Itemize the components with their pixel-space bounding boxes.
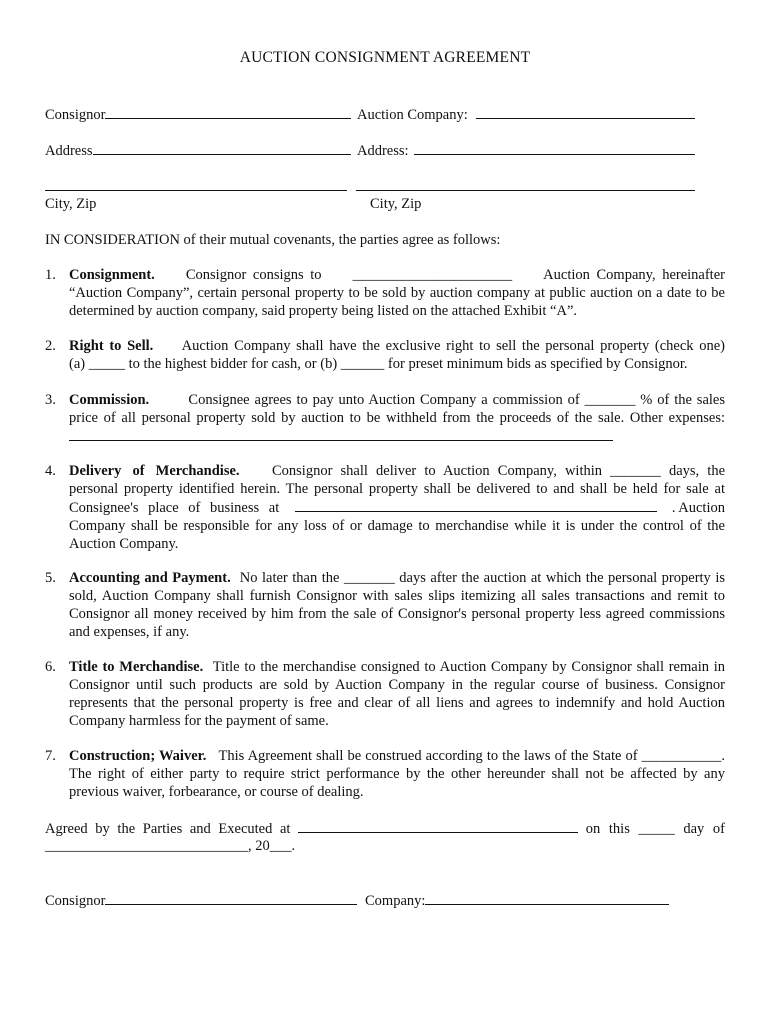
section-4-line-3b: . Auction [671,500,725,516]
auction-company-field[interactable] [357,105,695,124]
section-6-body: Title to the merchandise consigned to Auction Company by Consignor shall remain in Consignor until such products are sold by Auction Company in the regular course of business. Consignor represents that the personal property is free and clear of all liens and agrees to indemnify and hold Auction Company harmless for the payment of same. [69,659,726,729]
section-2-line-2: (a) _____ to the highest bidder for cash, or (b) ______ for preset minimum bids as specified by Consignor. [69,356,688,372]
company-address-line[interactable] [414,141,695,155]
section-4 [69,462,725,553]
document-title: AUCTION CONSIGNMENT AGREEMENT [239,49,531,66]
company-signature-line[interactable] [425,891,669,905]
section-5-number: 5. [45,570,56,586]
signature-company-label: Company: [365,893,426,909]
company-city-zip-line[interactable] [356,177,695,191]
section-4-heading: Delivery of Merchandise. [69,463,240,479]
address-label-right: Address: [357,143,409,159]
section-1 [69,266,725,320]
intro-text: IN CONSIDERATION of their mutual covenants, the parties agree as follows: [45,232,501,248]
section-1-heading: Consignment. [69,267,155,283]
city-zip-label-left: City, Zip [45,196,97,212]
other-expenses-line[interactable] [69,427,613,441]
section-5-body: No later than the _______ days after the auction at which the personal property is sold, Auction Company shall furnish Consignor with sales slips itemizing all sales transactions and remit to Consignor all money received by him from the sale of Consignor's personal property less agreed commissions and expenses, if any. [69,570,725,640]
section-2-heading: Right to Sell. [69,338,154,354]
section-4-line-4: Company shall be responsible for any loss of or damage to merchandise while it is under the control of the [69,518,725,534]
consignor-line[interactable] [105,105,351,119]
consignor-signature-line[interactable] [105,891,357,905]
section-1-blank[interactable]: ______________________ [352,267,513,283]
company-address-field[interactable] [357,141,695,160]
section-7-heading: Construction; Waiver. [69,748,207,764]
consignor-signature-field[interactable] [45,891,357,910]
section-4-number: 4. [45,463,56,479]
consignor-address-field[interactable] [45,141,351,160]
section-3-line-1: Consignee agrees to pay unto Auction Company a commission of _______ % of the sales [188,392,725,408]
section-4-line-5: Auction Company. [69,536,179,552]
city-zip-label-right: City, Zip [370,196,422,212]
section-5-heading: Accounting and Payment. [69,570,231,586]
section-7-number: 7. [45,748,56,764]
section-3-heading: Commission. [69,392,150,408]
section-6 [69,658,725,730]
section-7 [69,747,725,801]
consignor-address-line[interactable] [93,141,351,155]
section-4-line-2: personal property identified herein. The personal property shall be delivered to and shall be held for sale at [69,481,725,497]
section-4-line-3a: Consignee's place of business at [69,500,280,516]
section-2 [69,337,725,373]
agreed-date-line[interactable]: ____________________________, 20___. [45,838,296,854]
consignor-label: Consignor [45,107,106,123]
section-4-line-1: Consignor shall deliver to Auction Company, within _______ days, the [271,463,726,479]
agreed-on-this: on this _____ day of [585,821,725,837]
section-2-line-1: Auction Company shall have the exclusive right to sell the personal property (check one) [181,338,725,354]
consignor-city-zip-line[interactable] [45,177,347,191]
section-6-number: 6. [45,659,56,675]
section-6-heading: Title to Merchandise. [69,659,204,675]
consignor-field[interactable] [45,105,351,124]
company-signature-field[interactable] [365,891,669,910]
signature-consignor-label: Consignor [45,893,106,909]
section-3-line-2: price of all personal property sold by auction to be withheld from the proceeds of the sale. Other expenses: [69,410,725,426]
section-3 [69,391,725,427]
section-1-text-b: Auction Company, hereinafter [543,267,725,283]
auction-company-label: Auction Company: [357,107,468,123]
place-of-business-line[interactable] [295,498,657,512]
section-3-number: 3. [45,392,56,408]
address-label-left: Address [45,143,93,159]
section-1-number: 1. [45,267,56,283]
section-5 [69,569,725,641]
agreed-line [45,819,725,838]
executed-at-line[interactable] [298,819,578,833]
section-2-number: 2. [45,338,56,354]
section-1-text-a: Consignor consigns to [185,267,322,283]
auction-company-line[interactable] [476,105,695,119]
section-1-body: “Auction Company”, certain personal property to be sold by auction company at public auction on a date to be determined by auction company, said property being listed on the attached Exhibit “A”. [69,285,725,319]
section-7-body: This Agreement shall be construed according to the laws of the State of ___________. The right of either party to require strict performance by the other hereunder shall not be affected by any previous waiver, forbearance, or course of dealing. [69,748,726,800]
agreed-label: Agreed by the Parties and Executed at [45,821,291,837]
